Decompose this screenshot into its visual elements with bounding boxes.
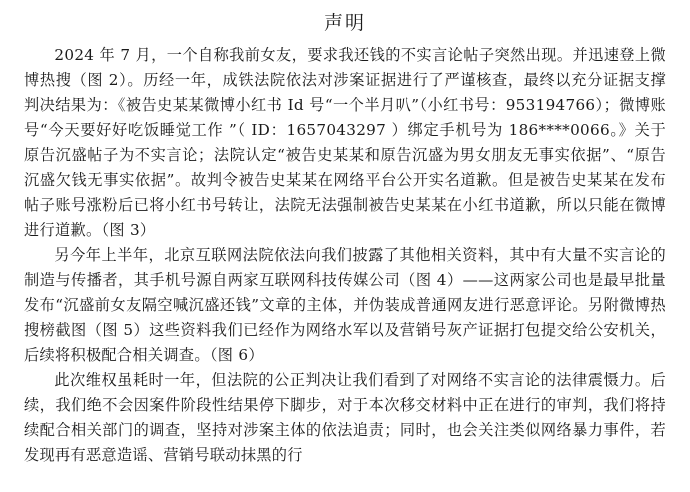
document-title: 声明 <box>323 12 366 34</box>
document-body <box>24 43 666 468</box>
paragraph-2: 另今年上半年，北京互联网法院依法向我们披露了其他相关资料，其中有大量不实言论的制造与传播者，其手机号源自两家互联网科技传媒公司（图 4）——这两家公司也是最早批量发布“沉盛前女友隔空喊沉盛还钱”文章的主体，并伪装成普通网友进行恶意评论。另附微博热搜榜截图（图 5）这些资料我们已经作为网络水军以及营销号灰产证据打包提交给公安机关，后续将积极配合相关调查。（图 6） <box>24 246 666 364</box>
paragraph-3: 此次维权虽耗时一年，但法院的公正判决让我们看到了对网络不实言论的法律震慑力。后续，我们绝不会因案件阶段性结果停下脚步，对于本次移交材料中正在进行的审判，我们将持续配合相关部门的调查，坚持对涉案主体的依法追责；同时，也会关注类似网络暴力事件，若发现再有恶意造谣、营销号联动抹黑的行 <box>24 371 666 464</box>
paragraph-1: 2024 年 7 月，一个自称我前女友，要求我还钱的不实言论帖子突然出现。并迅速登上微博热搜（图 2）。历经一年，成铁法院依法对涉案证据进行了严谨核查，最终以充分证据支撑判决结果为：《被告史某某微博小红书 Id 号“一个半月叭”（小红书号：953194766）；微博账号“今天要好好吃饭睡觉工作 ”（ ID：1657043297 ）绑定手机号为 186****0066。》关于原告沉盛帖子为不实言论；法院认定“被告史某某和原告沉盛为男女朋友无事实依据”、“原告沉盛欠钱无事实依据”。故判令被告史某某在网络平台公开实名道歉。但是被告史某某在发布帖子账号涨粉后已将小红书号转让，法院无法强制被告史某某在小红书道歉，所以只能在微博进行道歉。（图 3） <box>24 46 666 239</box>
